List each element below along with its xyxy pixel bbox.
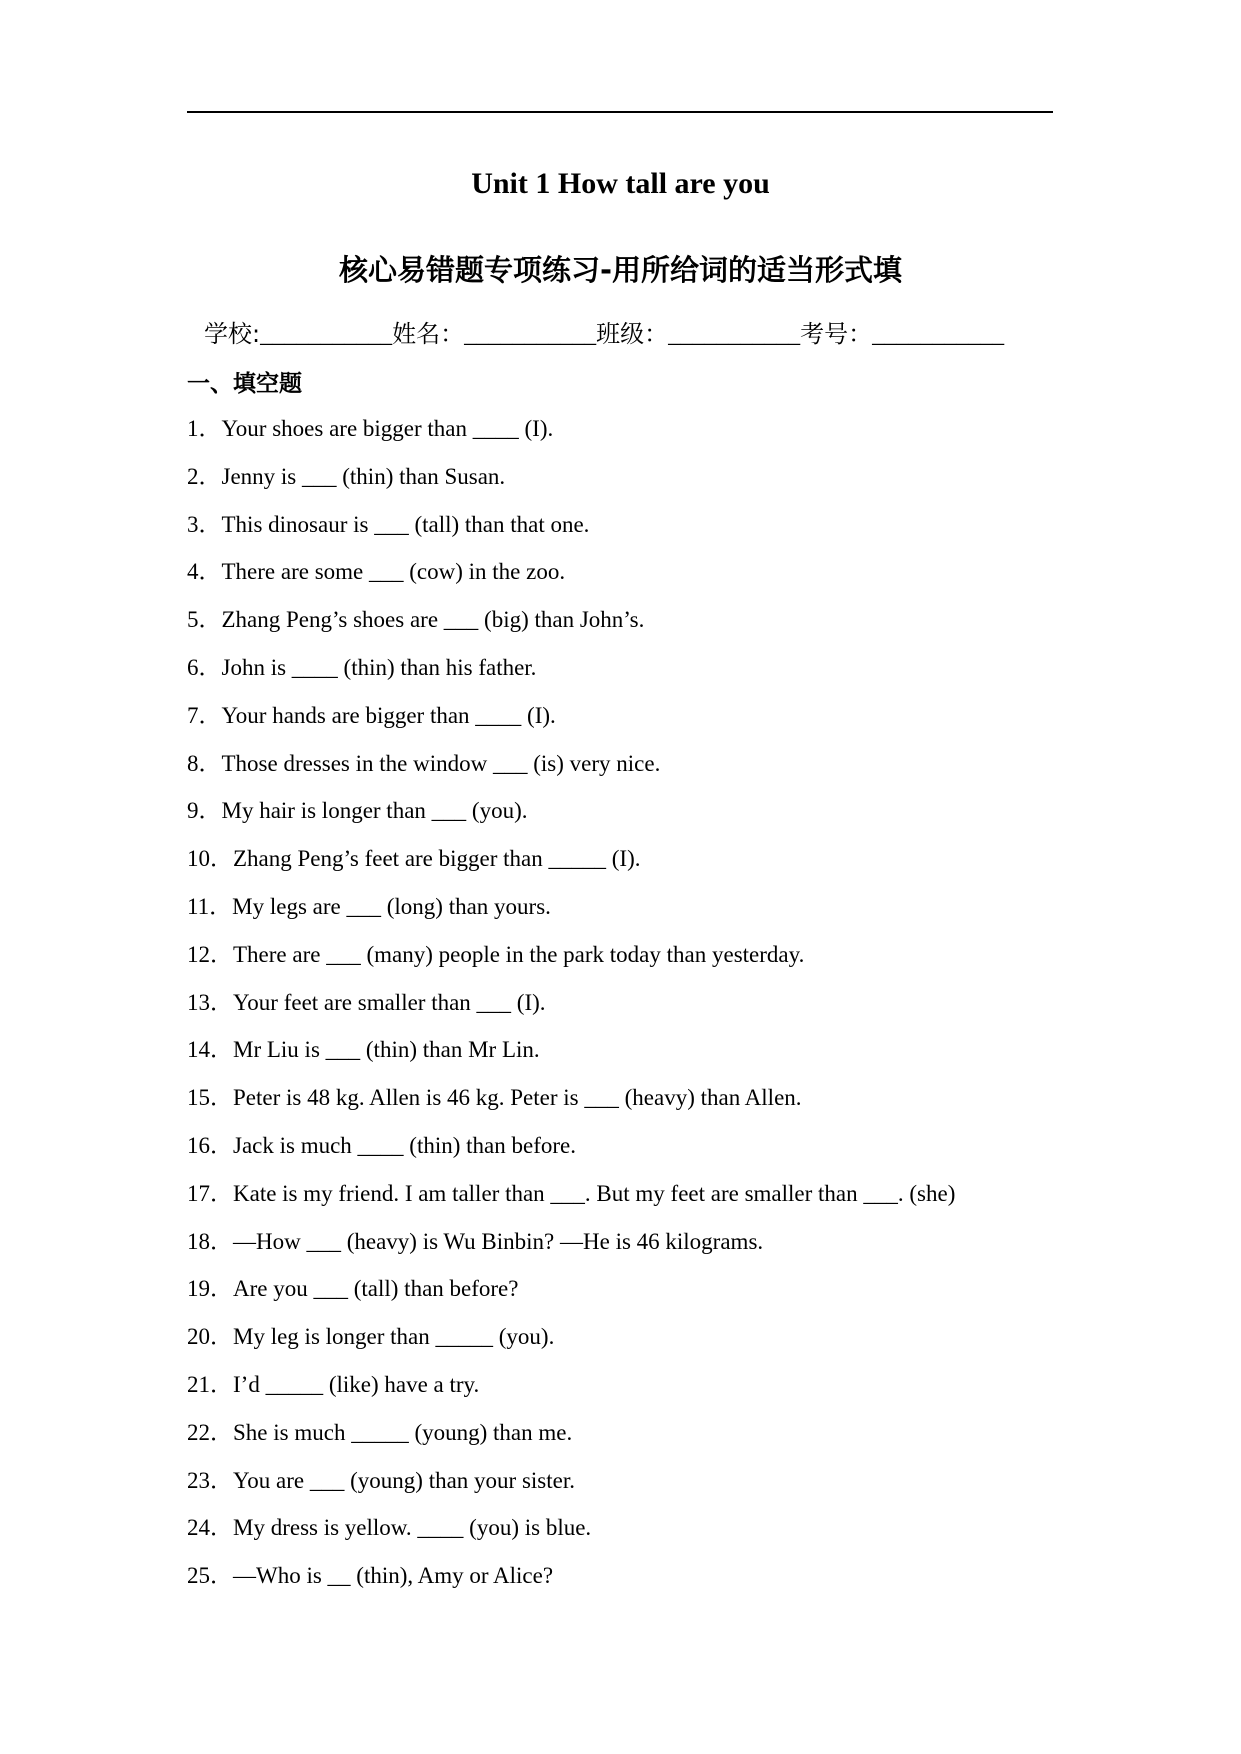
question-text: Mr Liu is ___ (thin) than Mr Lin. — [233, 1037, 540, 1063]
document-subtitle: 核心易错题专项练习-用所给词的适当形式填 — [338, 253, 903, 287]
question-number: 20． — [187, 1324, 233, 1350]
question-item — [187, 1030, 955, 1078]
question-text: There are ___ (many) people in the park today than yesterday. — [233, 941, 805, 967]
name-blank[interactable]: ___________ — [464, 322, 597, 348]
question-item — [187, 839, 955, 887]
question-item — [187, 600, 955, 648]
question-text: She is much _____ (young) than me. — [233, 1419, 573, 1445]
question-number: 14． — [187, 1037, 233, 1063]
question-number: 9． — [187, 798, 222, 824]
question-item — [187, 791, 955, 839]
question-text: —Who is __ (thin), Amy or Alice? — [233, 1563, 554, 1589]
question-number: 12． — [187, 941, 233, 967]
document-title: Unit 1 How tall are you — [471, 167, 770, 200]
question-number: 25． — [187, 1563, 233, 1589]
question-number: 21． — [187, 1371, 233, 1397]
question-item — [187, 935, 955, 983]
question-number: 24． — [187, 1515, 233, 1541]
question-text: Zhang Peng’s feet are bigger than _____ (I). — [233, 846, 641, 872]
question-text: —How ___ (heavy) is Wu Binbin? —He is 46 kilograms. — [233, 1228, 764, 1254]
question-number: 3． — [187, 511, 222, 537]
question-item — [187, 1508, 955, 1556]
question-item — [187, 648, 955, 696]
name-label: 姓名： — [392, 320, 465, 348]
question-item — [187, 1269, 955, 1317]
question-number: 8． — [187, 750, 222, 776]
question-number: 16． — [187, 1132, 233, 1158]
question-text: Jenny is ___ (thin) than Susan. — [221, 463, 506, 489]
section-heading: 一、填空题 — [187, 371, 302, 397]
question-number: 13． — [187, 989, 233, 1015]
question-text: I’d _____ (like) have a try. — [233, 1371, 480, 1397]
question-item — [187, 1413, 955, 1461]
question-text: My hair is longer than ___ (you). — [221, 798, 528, 824]
header-rule — [187, 111, 1053, 113]
question-text: Your feet are smaller than ___ (I). — [233, 989, 546, 1015]
question-item — [187, 457, 955, 505]
question-number: 10． — [187, 846, 233, 872]
question-item — [187, 409, 955, 457]
question-item — [187, 1461, 955, 1509]
question-text: Your shoes are bigger than ____ (I). — [221, 416, 554, 441]
question-text: Peter is 48 kg. Allen is 46 kg. Peter is ___ (heavy) than Allen. — [233, 1085, 802, 1111]
question-number: 1． — [187, 416, 222, 441]
question-number: 2． — [187, 463, 222, 489]
question-item — [187, 505, 955, 553]
question-number: 19． — [187, 1276, 233, 1302]
question-item — [187, 1078, 955, 1126]
question-number: 17． — [187, 1180, 233, 1206]
class-blank[interactable]: ___________ — [668, 322, 801, 348]
exam-number-blank[interactable]: ___________ — [872, 322, 1005, 348]
question-text: Are you ___ (tall) than before? — [233, 1276, 519, 1302]
question-number: 11． — [187, 893, 233, 919]
question-item — [187, 1556, 955, 1604]
student-info-row — [204, 316, 1004, 353]
question-text: This dinosaur is ___ (tall) than that one. — [221, 511, 590, 537]
school-label: 学校: — [204, 320, 261, 348]
question-number: 7． — [187, 702, 222, 728]
question-item — [187, 887, 955, 935]
question-item — [187, 1126, 955, 1174]
question-item — [187, 696, 955, 744]
question-number: 15． — [187, 1085, 233, 1111]
school-blank[interactable]: ___________ — [260, 322, 393, 348]
question-item — [187, 744, 955, 792]
question-number: 22． — [187, 1419, 233, 1445]
question-text: My legs are ___ (long) than yours. — [232, 893, 551, 919]
question-item — [187, 1174, 955, 1222]
exam-number-label: 考号： — [800, 320, 873, 348]
question-text: Zhang Peng’s shoes are ___ (big) than John’s. — [221, 607, 645, 633]
question-text: Those dresses in the window ___ (is) very nice. — [221, 750, 661, 776]
class-label: 班级： — [596, 320, 669, 348]
question-number: 23． — [187, 1467, 233, 1493]
question-text: Your hands are bigger than ____ (I). — [221, 702, 556, 728]
question-number: 18． — [187, 1228, 233, 1254]
question-text: Kate is my friend. I am taller than ___. But my feet are smaller than ___. (she) — [233, 1180, 956, 1206]
question-text: My dress is yellow. ____ (you) is blue. — [233, 1515, 592, 1541]
question-text: John is ____ (thin) than his father. — [221, 654, 537, 680]
question-item — [187, 552, 955, 600]
question-text: Jack is much ____ (thin) than before. — [233, 1132, 576, 1158]
question-number: 4． — [187, 559, 222, 585]
question-text: You are ___ (young) than your sister. — [233, 1467, 575, 1493]
question-number: 5． — [187, 607, 222, 633]
question-number: 6． — [187, 654, 222, 680]
question-text: My leg is longer than _____ (you). — [233, 1324, 555, 1350]
question-list — [187, 409, 955, 1604]
question-text: There are some ___ (cow) in the zoo. — [221, 559, 566, 585]
question-item — [187, 1365, 955, 1413]
question-item — [187, 1222, 955, 1270]
question-item — [187, 1317, 955, 1365]
question-item — [187, 983, 955, 1031]
